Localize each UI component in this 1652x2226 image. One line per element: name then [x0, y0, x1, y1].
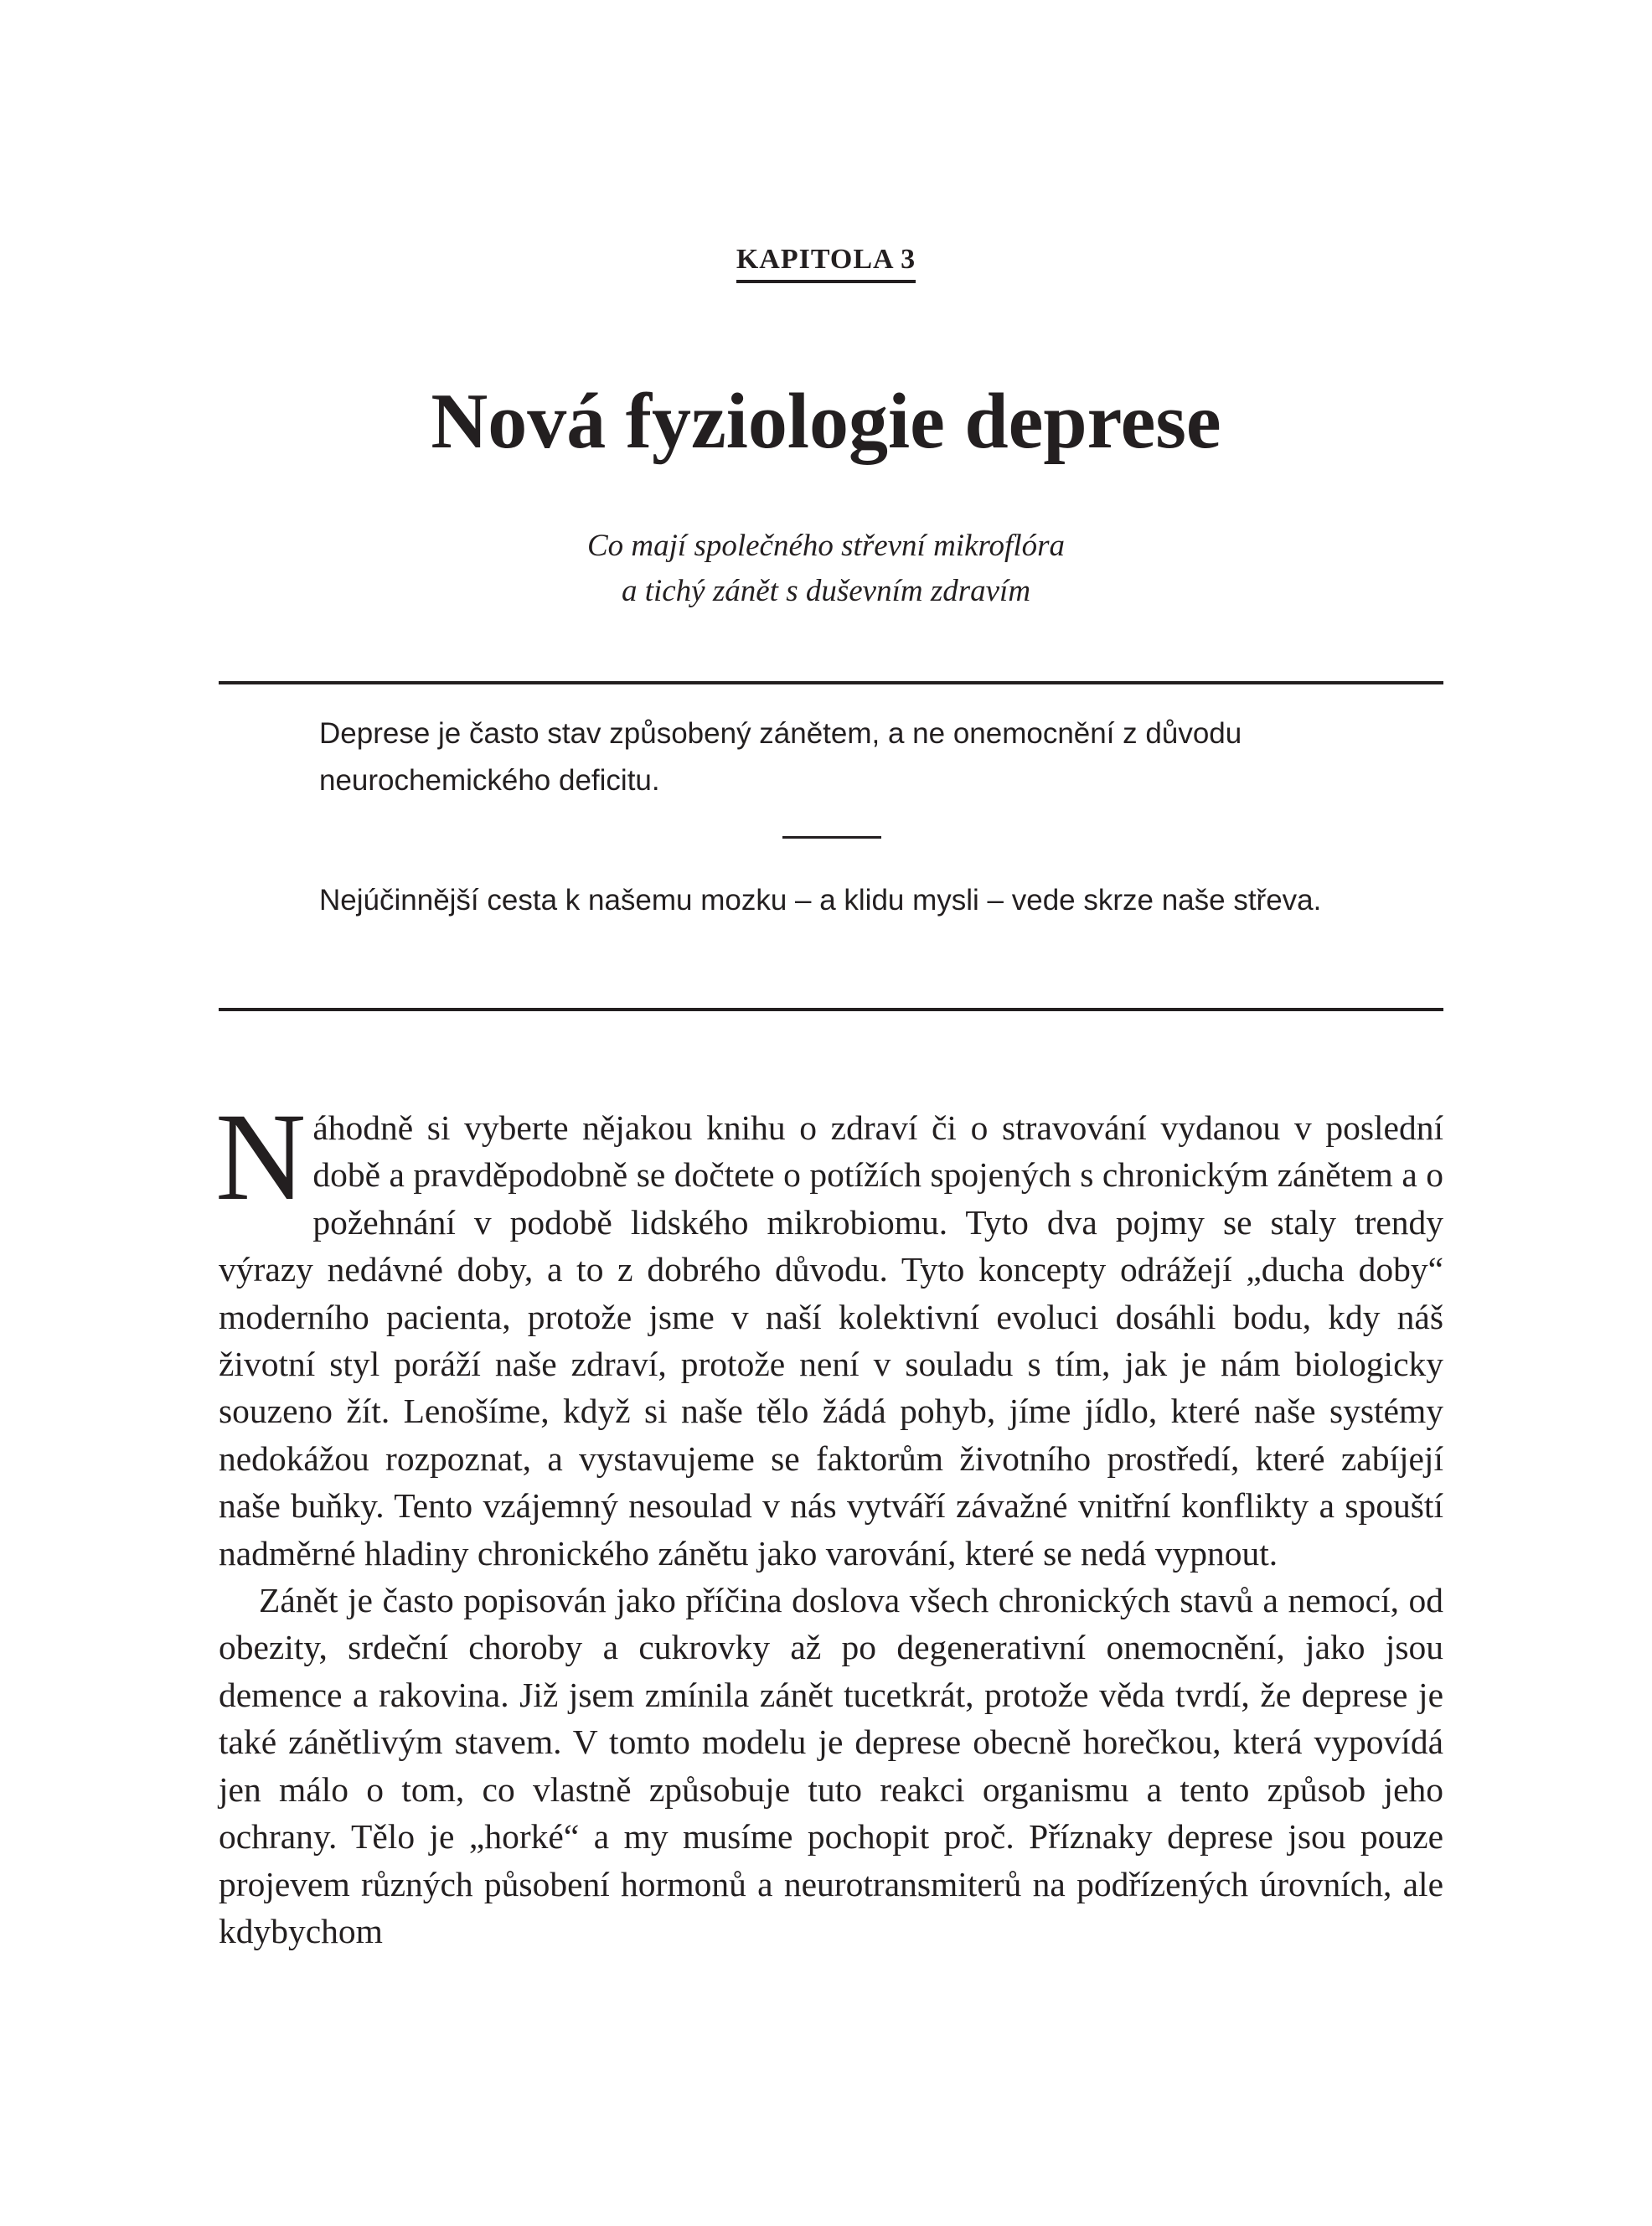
- body-paragraph-1: [215, 1087, 1443, 1577]
- chapter-title: Nová fyziologie deprese: [431, 378, 1221, 465]
- summary-divider: [782, 836, 881, 839]
- chapter-subtitle-line-2: a tichý zánět s duševním zdravím: [621, 574, 1031, 608]
- summary-bottom-rule: [219, 1008, 1443, 1011]
- chapter-label: [0, 243, 1652, 283]
- summary-point-1: Deprese je často stav způsobený zánětem, a ne onemocnění z důvodu neurochemického deficitu.: [319, 717, 1242, 797]
- summary-top-rule: [219, 681, 1443, 684]
- body-paragraph-1-text: áhodně si vyberte nějakou knihu o zdraví či o stravování vydanou v poslední době a pravděpodobně se dočtete o potížích spojených s chronickým zánětem a o požehnání v podobě lidského mikrobiomu. Tyto dva pojmy se staly trendy výrazy nedávné doby, a to z dobrého důvodu. Tyto koncepty odrážejí „ducha doby“ moderního pacienta, protože jsme v naší kolektivní evoluci dosáhli bodu, kdy náš životní styl poráží naše zdraví, protože není v souladu s tím, jak je nám biologicky souzeno žít. Lenošíme, když si naše tělo žádá pohyb, jíme jídlo, které naše systémy nedokážou rozpoznat, a vystavujeme se faktorům životního prostředí, které zabíjejí naše buňky. Tento vzájemný nesoulad v nás vytváří závažné vnitřní konflikty a spouští nadměrné hladiny chronického zánětu jako varování, které se nedá vypnout.: [219, 1108, 1443, 1573]
- summary-point-2: Nejúčinnější cesta k našemu mozku – a klidu mysli – vede skrze naše střeva.: [319, 884, 1322, 917]
- chapter-subtitle-line-1: Co mají společného střevní mikroflóra: [586, 529, 1065, 563]
- chapter-subtitle: [0, 524, 1652, 614]
- drop-cap: N: [215, 1087, 307, 1227]
- body-paragraph-2: Zánět je často popisován jako příčina doslova všech chronických stavů a nemocí, od obezity, srdeční choroby a cukrovky až po degenerativní onemocnění, jako jsou demence a rakovina. Již jsem zmínila zánět tucetkrát, protože věda tvrdí, že deprese je také zánětlivým stavem. V tomto modelu je deprese obecně horečkou, která vypovídá jen málo o tom, co vlastně způsobuje tuto reakci organismu a tento způsob jeho ochrany. Tělo je „horké“ a my musíme pochopit proč. Příznaky deprese jsou pouze projevem různých působení hormonů a neurotransmiterů na podřízených úrovních, ale kdybychom: [219, 1581, 1443, 1950]
- body-text: [215, 1087, 1443, 1955]
- chapter-label-text: KAPITOLA 3: [736, 243, 916, 283]
